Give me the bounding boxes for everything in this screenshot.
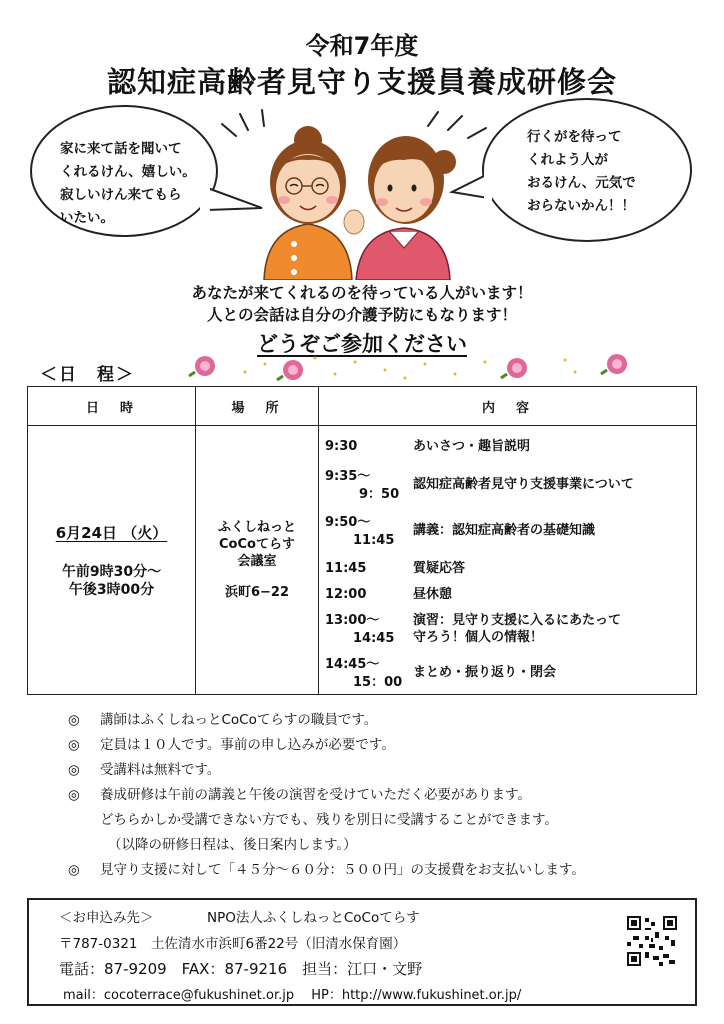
place-cell: [196, 426, 319, 695]
flower-decoration-icon: [185, 350, 645, 384]
schedule-table: [27, 386, 697, 695]
note-item: ◎ 講師はふくしねっとCoCoてらすの職員です。: [68, 712, 378, 728]
time-end: 午後3時00分: [68, 581, 155, 598]
place-line: CoCoてらす: [219, 537, 295, 552]
elderly-women-illustration: [236, 120, 476, 280]
place-line: 会議室: [237, 554, 277, 569]
place-line: ふくしねっと: [217, 520, 296, 535]
lead-text: あなたが来てくれるのを待っている人がいます！ 人との会話は自分の介護予防にもなります！: [191, 284, 533, 324]
datetime-cell: [28, 426, 196, 695]
note-item: ◎ 定員は１０人です。事前の申し込みが必要です。: [68, 737, 395, 753]
contact-label: ＜お申込み先＞: [59, 910, 154, 926]
program-cell: 9:30 あいさつ・趣旨説明 9:35～ 9：50 認知症高齢者見守り支援事業について 9:50～ 11:45 講義：認知症高齢者の基礎知識 11:45 質疑応答 12:00 昼休憩 13:00～ 14:45 演習：見守り支援に入るにあたって 守ろう！個人の情報！ 14:45～ 15：00 まとめ・振り返り・閉会: [319, 426, 697, 695]
schedule-label: ＜日 程＞: [40, 365, 135, 385]
header-datetime: 日 時: [28, 387, 196, 426]
era-heading: 令和7年度: [305, 32, 419, 60]
qr-code-icon: [627, 916, 677, 966]
call-to-action: どうぞご参加ください: [257, 332, 467, 356]
time-start: 午前9時30分～: [61, 563, 162, 580]
event-date: 6月24日 （火）: [55, 523, 168, 542]
header-place: 場 所: [196, 387, 319, 426]
note-continuation: （以降の研修日程は、後日案内します。）: [108, 837, 357, 853]
speech-text-right: 行くがを待って くれよう人が おるけん、元気で おらないかん！！: [527, 129, 636, 214]
notes-list: [68, 708, 585, 883]
contact-phone: 電話：87-9209 FAX：87-9216 担当：江口・文野: [59, 960, 423, 978]
page-title: 認知症高齢者見守り支援員養成研修会: [106, 65, 617, 99]
contact-web[interactable]: mail：cocoterrace@fukushinet.or.jp HP：http://www.fukushinet.or.jp/: [63, 988, 522, 1003]
note-item: ◎ 受講料は無料です。: [68, 762, 221, 778]
speech-text-left: 家に来て話を聞いて くれるけん、嬉しい。 寂しいけん来てもら いたい。: [60, 141, 196, 226]
header-content: 内 容: [319, 387, 697, 426]
place-address: 浜町6−22: [224, 585, 290, 600]
note-item: ◎ 養成研修は午前の講義と午後の演習を受けていただく必要があります。: [68, 787, 531, 803]
contact-address: 〒787-0321 土佐清水市浜町6番22号（旧清水保育園）: [59, 936, 407, 952]
contact-box: [27, 898, 697, 1006]
note-continuation: どちらかしか受講できない方でも、残りを別日に受講することができます。: [100, 812, 558, 828]
note-item: ◎ 見守り支援に対して「４５分～６０分：５００円」の支援費をお支払いします。: [68, 862, 585, 878]
contact-org: NPO法人ふくしねっとCoCoてらす: [207, 910, 420, 926]
